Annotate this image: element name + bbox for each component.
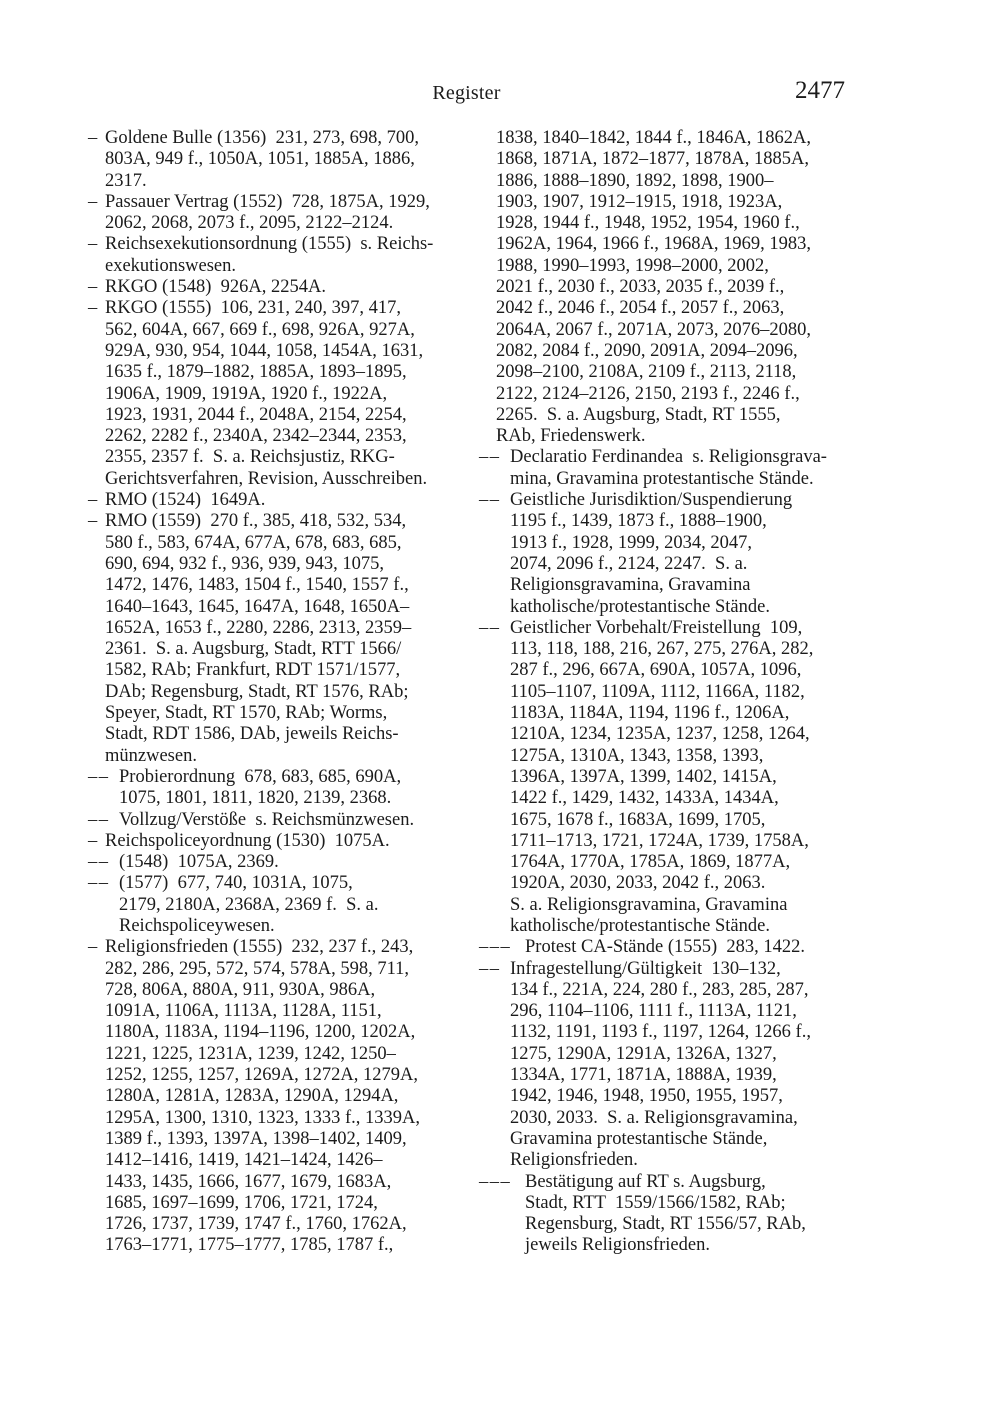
index-line: 1685, 1697–1699, 1706, 1721, 1724,	[105, 1192, 378, 1213]
index-line: 929A, 930, 954, 1044, 1058, 1454A, 1631,	[105, 340, 424, 361]
index-line: S. a. Religionsgravamina, Gravamina	[510, 894, 788, 915]
index-line: 1763–1771, 1775–1777, 1785, 1787 f.,	[105, 1235, 394, 1256]
index-line: 1635 f., 1879–1882, 1885A, 1893–1895,	[105, 362, 407, 383]
index-line: 1183A, 1184A, 1194, 1196 f., 1206A,	[510, 703, 790, 724]
index-line: katholische/protestantische Stände.	[510, 596, 770, 617]
entry-dash-prefix: ––	[88, 873, 110, 894]
index-line: 1906A, 1909, 1919A, 1920 f., 1922A,	[105, 383, 388, 404]
entry-dash-prefix: ––	[88, 809, 110, 830]
page-header	[88, 76, 845, 112]
index-line: 1582, RAb; Frankfurt, RDT 1571/1577,	[105, 660, 401, 681]
entry-dash-prefix: –	[88, 191, 99, 212]
index-entry	[88, 128, 479, 192]
index-line: Vollzug/Verstöße s. Reichsmünzwesen.	[119, 809, 415, 830]
index-entry	[479, 618, 870, 937]
index-line: Stadt, RDT 1586, DAb, jeweils Reichs-	[105, 724, 399, 745]
entry-dash-prefix: –––	[479, 1171, 512, 1192]
running-title: Register	[432, 82, 501, 104]
index-line: 1920A, 2030, 2033, 2042 f., 2063.	[510, 873, 766, 894]
index-line: 1195 f., 1439, 1873 f., 1888–1900,	[510, 511, 767, 532]
index-line: Reichspoliceyordnung (1530) 1075A.	[105, 830, 390, 851]
index-entry	[88, 490, 479, 511]
index-line: Geistlicher Vorbehalt/Freistellung 109,	[510, 617, 803, 638]
index-line: 1868, 1871A, 1872–1877, 1878A, 1885A,	[496, 149, 809, 170]
index-entry	[88, 192, 479, 235]
index-entry	[88, 873, 479, 937]
index-line: jeweils Religionsfrieden.	[525, 1235, 710, 1256]
index-line: Religionsfrieden.	[510, 1150, 638, 1171]
index-column-left	[88, 128, 479, 1257]
index-line: Probierordnung 678, 683, 685, 690A,	[119, 766, 402, 787]
index-line: 1105–1107, 1109A, 1112, 1166A, 1182,	[510, 681, 805, 702]
entry-dash-prefix: –	[88, 830, 99, 851]
index-line: 2355, 2357 f. S. a. Reichsjustiz, RKG-	[105, 447, 395, 468]
index-line: 113, 118, 188, 216, 267, 275, 276A, 282,	[510, 639, 814, 660]
index-line: 1280A, 1281A, 1283A, 1290A, 1294A,	[105, 1086, 399, 1107]
index-line: 2265. S. a. Augsburg, Stadt, RT 1555,	[496, 404, 781, 425]
entry-dash-prefix: ––	[88, 766, 110, 787]
index-line: 1988, 1990–1993, 1998–2000, 2002,	[496, 255, 769, 276]
index-entry	[88, 937, 479, 1256]
index-line: 2062, 2068, 2073 f., 2095, 2122–2124.	[105, 213, 394, 234]
index-line: 2030, 2033. S. a. Religionsgravamina,	[510, 1107, 798, 1128]
entry-dash-prefix: ––	[88, 852, 110, 873]
index-line: Passauer Vertrag (1552) 728, 1875A, 1929,	[105, 191, 430, 212]
index-line: 1412–1416, 1419, 1421–1424, 1426–	[105, 1150, 383, 1171]
index-line: Infragestellung/Gültigkeit 130–132,	[510, 958, 781, 979]
index-line: 1923, 1931, 2044 f., 2048A, 2154, 2254,	[105, 404, 407, 425]
index-line: 2082, 2084 f., 2090, 2091A, 2094–2096,	[496, 340, 798, 361]
index-line: 1928, 1944 f., 1948, 1952, 1954, 1960 f.,	[496, 213, 800, 234]
entry-dash-prefix: ––	[479, 617, 501, 638]
index-line: 1091A, 1106A, 1113A, 1128A, 1151,	[105, 1001, 382, 1022]
index-line: RMO (1524) 1649A.	[105, 490, 266, 511]
index-line: Declaratio Ferdinandea s. Religionsgrava-	[510, 447, 827, 468]
index-entry	[88, 234, 479, 277]
index-line: Regensburg, Stadt, RT 1556/57, RAb,	[525, 1214, 806, 1235]
index-line: 2361. S. a. Augsburg, Stadt, RTT 1566/	[105, 639, 402, 660]
index-line: 1433, 1435, 1666, 1677, 1679, 1683A,	[105, 1171, 392, 1192]
index-line: 728, 806A, 880A, 911, 930A, 986A,	[105, 979, 376, 1000]
index-entry	[88, 511, 479, 767]
index-line: 2064A, 2067 f., 2071A, 2073, 2076–2080,	[496, 319, 812, 340]
index-entry	[88, 810, 479, 831]
index-entry	[479, 128, 870, 447]
index-line: 2317.	[105, 170, 147, 191]
entry-dash-prefix: –	[88, 511, 99, 532]
index-line: mina, Gravamina protestantische Stände.	[510, 468, 814, 489]
index-line: 1640–1643, 1645, 1647A, 1648, 1650A–	[105, 596, 410, 617]
entry-dash-prefix: –	[88, 937, 99, 958]
index-line: Protest CA-Stände (1555) 283, 1422.	[525, 937, 806, 958]
index-line: 1396A, 1397A, 1399, 1402, 1415A,	[510, 766, 777, 787]
entry-dash-prefix: –	[88, 128, 99, 148]
index-entry	[479, 959, 870, 1172]
index-line: münzwesen.	[105, 745, 197, 766]
index-line: 1221, 1225, 1231A, 1239, 1242, 1250–	[105, 1043, 396, 1064]
index-line: 2098–2100, 2108A, 2109 f., 2113, 2118,	[496, 362, 797, 383]
entry-dash-prefix: –	[88, 298, 99, 319]
index-line: 1711–1713, 1721, 1724A, 1739, 1758A,	[510, 830, 809, 851]
index-line: 1210A, 1234, 1235A, 1237, 1258, 1264,	[510, 724, 810, 745]
index-entry	[88, 298, 479, 490]
index-line: 1962A, 1964, 1966 f., 1968A, 1969, 1983,	[496, 234, 812, 255]
index-line: 1942, 1946, 1948, 1950, 1955, 1957,	[510, 1086, 783, 1107]
index-line: katholische/protestantische Stände.	[510, 915, 770, 936]
index-line: Bestätigung auf RT s. Augsburg,	[525, 1171, 766, 1192]
index-line: 282, 286, 295, 572, 574, 578A, 598, 711,	[105, 958, 410, 979]
index-line: 562, 604A, 667, 669 f., 698, 926A, 927A,	[105, 319, 415, 340]
index-line: 2122, 2124–2126, 2150, 2193 f., 2246 f.,	[496, 383, 800, 404]
index-entry	[479, 447, 870, 490]
index-entry	[88, 767, 479, 810]
entry-dash-prefix: –––	[479, 937, 512, 958]
index-line: RKGO (1555) 106, 231, 240, 397, 417,	[105, 298, 401, 319]
index-line: Religionsgravamina, Gravamina	[510, 575, 751, 596]
index-line: Geistliche Jurisdiktion/Suspendierung	[510, 490, 793, 511]
index-entry	[88, 852, 479, 873]
index-line: 2262, 2282 f., 2340A, 2342–2344, 2353,	[105, 426, 407, 447]
index-line: 580 f., 583, 674A, 677A, 678, 683, 685,	[105, 532, 402, 553]
entry-dash-prefix: –	[88, 490, 99, 511]
index-line: Reichsexekutionsordnung (1555) s. Reichs-	[105, 234, 434, 255]
index-line: 1075, 1801, 1811, 1820, 2139, 2368.	[119, 788, 392, 809]
index-line: 1389 f., 1393, 1397A, 1398–1402, 1409,	[105, 1128, 407, 1149]
index-line: Stadt, RTT 1559/1566/1582, RAb;	[525, 1192, 786, 1213]
index-line: Gerichtsverfahren, Revision, Ausschreiben.	[105, 468, 428, 489]
index-entry	[88, 831, 479, 852]
index-line: RMO (1559) 270 f., 385, 418, 532, 534,	[105, 511, 407, 532]
index-line: 1275, 1290A, 1291A, 1326A, 1327,	[510, 1043, 777, 1064]
index-line: 1886, 1888–1890, 1892, 1898, 1900–	[496, 170, 774, 191]
index-line: 1132, 1191, 1193 f., 1197, 1264, 1266 f.,	[510, 1022, 811, 1043]
index-line: 134 f., 221A, 224, 280 f., 283, 285, 287,	[510, 979, 809, 1000]
index-line: (1577) 677, 740, 1031A, 1075,	[119, 873, 353, 894]
index-line: 2042 f., 2046 f., 2054 f., 2057 f., 2063,	[496, 298, 785, 319]
index-line: 1334A, 1771, 1871A, 1888A, 1939,	[510, 1065, 777, 1086]
index-line: 2021 f., 2030 f., 2033, 2035 f., 2039 f.,	[496, 277, 785, 298]
index-line: exekutionswesen.	[105, 255, 237, 276]
index-line: 1675, 1678 f., 1683A, 1699, 1705,	[510, 809, 766, 830]
index-line: RKGO (1548) 926A, 2254A.	[105, 277, 326, 298]
index-line: 1180A, 1183A, 1194–1196, 1200, 1202A,	[105, 1022, 416, 1043]
index-line: DAb; Regensburg, Stadt, RT 1576, RAb;	[105, 681, 409, 702]
index-line: Speyer, Stadt, RT 1570, RAb; Worms,	[105, 703, 388, 724]
index-line: Reichspoliceywesen.	[119, 915, 275, 936]
index-entry	[479, 1172, 870, 1257]
entry-dash-prefix: ––	[479, 490, 501, 511]
index-line: Goldene Bulle (1356) 231, 273, 698, 700,	[105, 128, 419, 148]
index-line: Religionsfrieden (1555) 232, 237 f., 243,	[105, 937, 414, 958]
entry-dash-prefix: –	[88, 277, 99, 298]
index-line: 1764A, 1770A, 1785A, 1869, 1877A,	[510, 852, 791, 873]
index-line: 1652A, 1653 f., 2280, 2286, 2313, 2359–	[105, 617, 412, 638]
index-column-right	[479, 128, 870, 1257]
index-line: 1252, 1255, 1257, 1269A, 1272A, 1279A,	[105, 1065, 418, 1086]
index-line: 1726, 1737, 1739, 1747 f., 1760, 1762A,	[105, 1214, 407, 1235]
index-line: 287 f., 296, 667A, 690A, 1057A, 1096,	[510, 660, 802, 681]
index-line: 803A, 949 f., 1050A, 1051, 1885A, 1886,	[105, 149, 415, 170]
index-line: RAb, Friedenswerk.	[496, 426, 646, 447]
entry-dash-prefix: ––	[479, 447, 501, 468]
index-line: 690, 694, 932 f., 936, 939, 943, 1075,	[105, 553, 385, 574]
index-entry	[479, 937, 870, 958]
index-line: 296, 1104–1106, 1111 f., 1113A, 1121,	[510, 1001, 797, 1022]
index-line: 1422 f., 1429, 1432, 1433A, 1434A,	[510, 788, 779, 809]
index-line: (1548) 1075A, 2369.	[119, 852, 279, 873]
index-line: 1275A, 1310A, 1343, 1358, 1393,	[510, 745, 764, 766]
entry-dash-prefix: ––	[479, 958, 501, 979]
index-line: 2074, 2096 f., 2124, 2247. S. a.	[510, 553, 748, 574]
index-entry	[88, 277, 479, 298]
index-line: 1913 f., 1928, 1999, 2034, 2047,	[510, 532, 753, 553]
index-line: 2179, 2180A, 2368A, 2369 f. S. a.	[119, 894, 379, 915]
index-line: 1472, 1476, 1483, 1504 f., 1540, 1557 f.,	[105, 575, 409, 596]
entry-dash-prefix: –	[88, 234, 99, 255]
page-number: 2477	[795, 77, 845, 104]
index-line: 1838, 1840–1842, 1844 f., 1846A, 1862A,	[496, 128, 812, 148]
index-line: 1903, 1907, 1912–1915, 1918, 1923A,	[496, 191, 783, 212]
index-line: 1295A, 1300, 1310, 1323, 1333 f., 1339A,	[105, 1107, 421, 1128]
index-entry	[479, 490, 870, 618]
index-line: Gravamina protestantische Stände,	[510, 1128, 768, 1149]
